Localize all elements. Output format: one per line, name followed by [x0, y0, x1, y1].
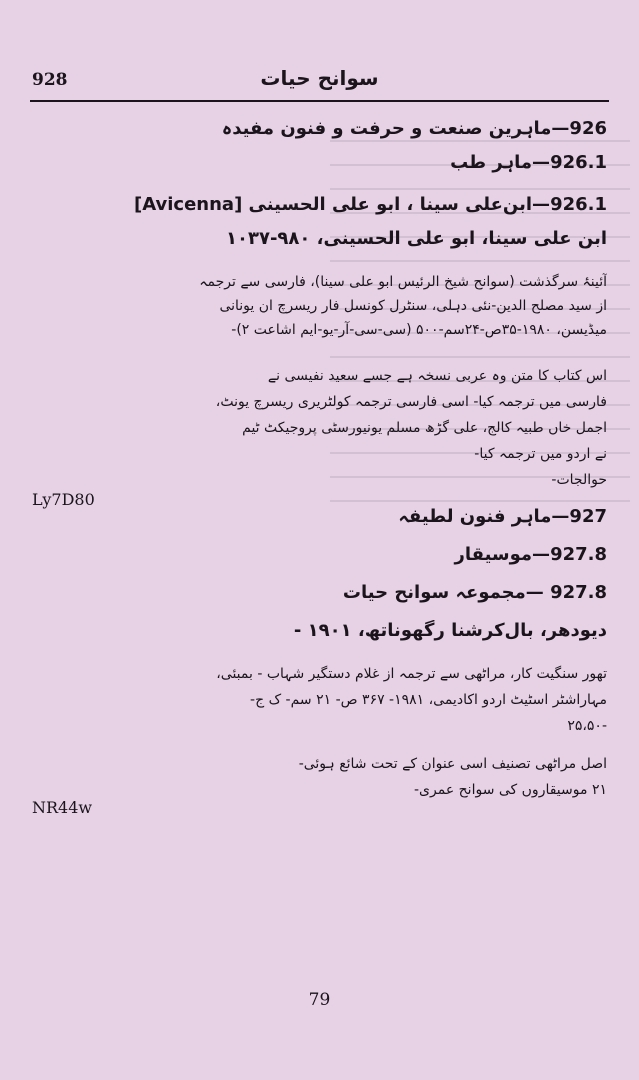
heading-927: 927—ماہر فنون لطیفہ	[398, 506, 607, 527]
page-number: 79	[308, 990, 331, 1010]
note-line-4: نے اردو میں ترجمہ کیا-	[474, 446, 607, 462]
heading-926-1-medical: 926.1—ماہر طب	[450, 152, 607, 173]
description2-line-3: ۲۵،۵۰-	[567, 718, 607, 734]
note-line-5: حوالجات-	[551, 472, 607, 488]
description2-line-1: تھور سنگیت کار، مراٹھی سے ترجمہ از غلام دستگیر شہاب - بمبئی،	[216, 666, 607, 682]
note-line-1: اس کتاب کا متن وہ عربی نسخہ ہے جسے سعید نفیسی نے	[267, 368, 607, 384]
header-page-label: 928	[32, 70, 68, 90]
description-line-1: آئینۂ سرگذشت (سوانح شیخ الرئیس ابو علی سینا)، فارسی سے ترجمہ	[199, 274, 607, 290]
note2-line-2: ۲۱ موسیقاروں کی سوانح عمری-	[414, 782, 607, 798]
description-line-2: از سید مصلح الدین-نئی دہلی، سنٹرل کونسل فار ریسرچ ان یونانی	[219, 298, 607, 314]
heading-926: 926—ماہرین صنعت و حرفت و فنون مفیدہ	[221, 118, 607, 139]
heading-926-1-avicenna: 926.1—ابن‌علی سینا ، ابو علی الحسینی [Avicenna]	[133, 194, 607, 215]
note-line-2: فارسی میں ترجمہ کیا- اسی فارسی ترجمہ کولٹریری ریسرچ یونٹ،	[215, 394, 607, 410]
call-number-2: NR44w	[32, 798, 93, 817]
header-title: سوانح حیات	[260, 66, 379, 90]
author-heading-avicenna: ابن علی سینا، ابو علی الحسینی، ۹۸۰-۱۰۳۷	[225, 228, 607, 249]
call-number-1: Ly7D80	[32, 490, 95, 509]
description-line-3: میڈیسن، ۱۹۸۰-۳۵ص-۲۴سم-۵۰۰ (سی-سی-آر-یو-ایم اشاعت ۲)-	[231, 322, 607, 338]
heading-927-8-musician: 927.8—موسیقار	[454, 544, 607, 565]
header-rule	[30, 100, 609, 102]
note-line-3: اجمل خاں طبیہ کالج، علی گڑھ مسلم یونیورسٹی پروجیکٹ ٹیم	[242, 420, 607, 436]
author-heading-deodhar: دیودھر، بال‌کرشنا رگھوناتھ، ۱۹۰۱ -	[293, 620, 607, 641]
heading-927-8-biographies: 927.8 —مجموعہ سوانح حیات	[342, 582, 607, 603]
note2-line-1: اصل مراٹھی تصنیف اسی عنوان کے تحت شائع ہوئی-	[298, 756, 607, 772]
description2-line-2: مہاراشٹر اسٹیٹ اردو اکادیمی، ۱۹۸۱- ۳۶۷ ص- ۲۱ سم- ک ج-	[250, 692, 607, 708]
